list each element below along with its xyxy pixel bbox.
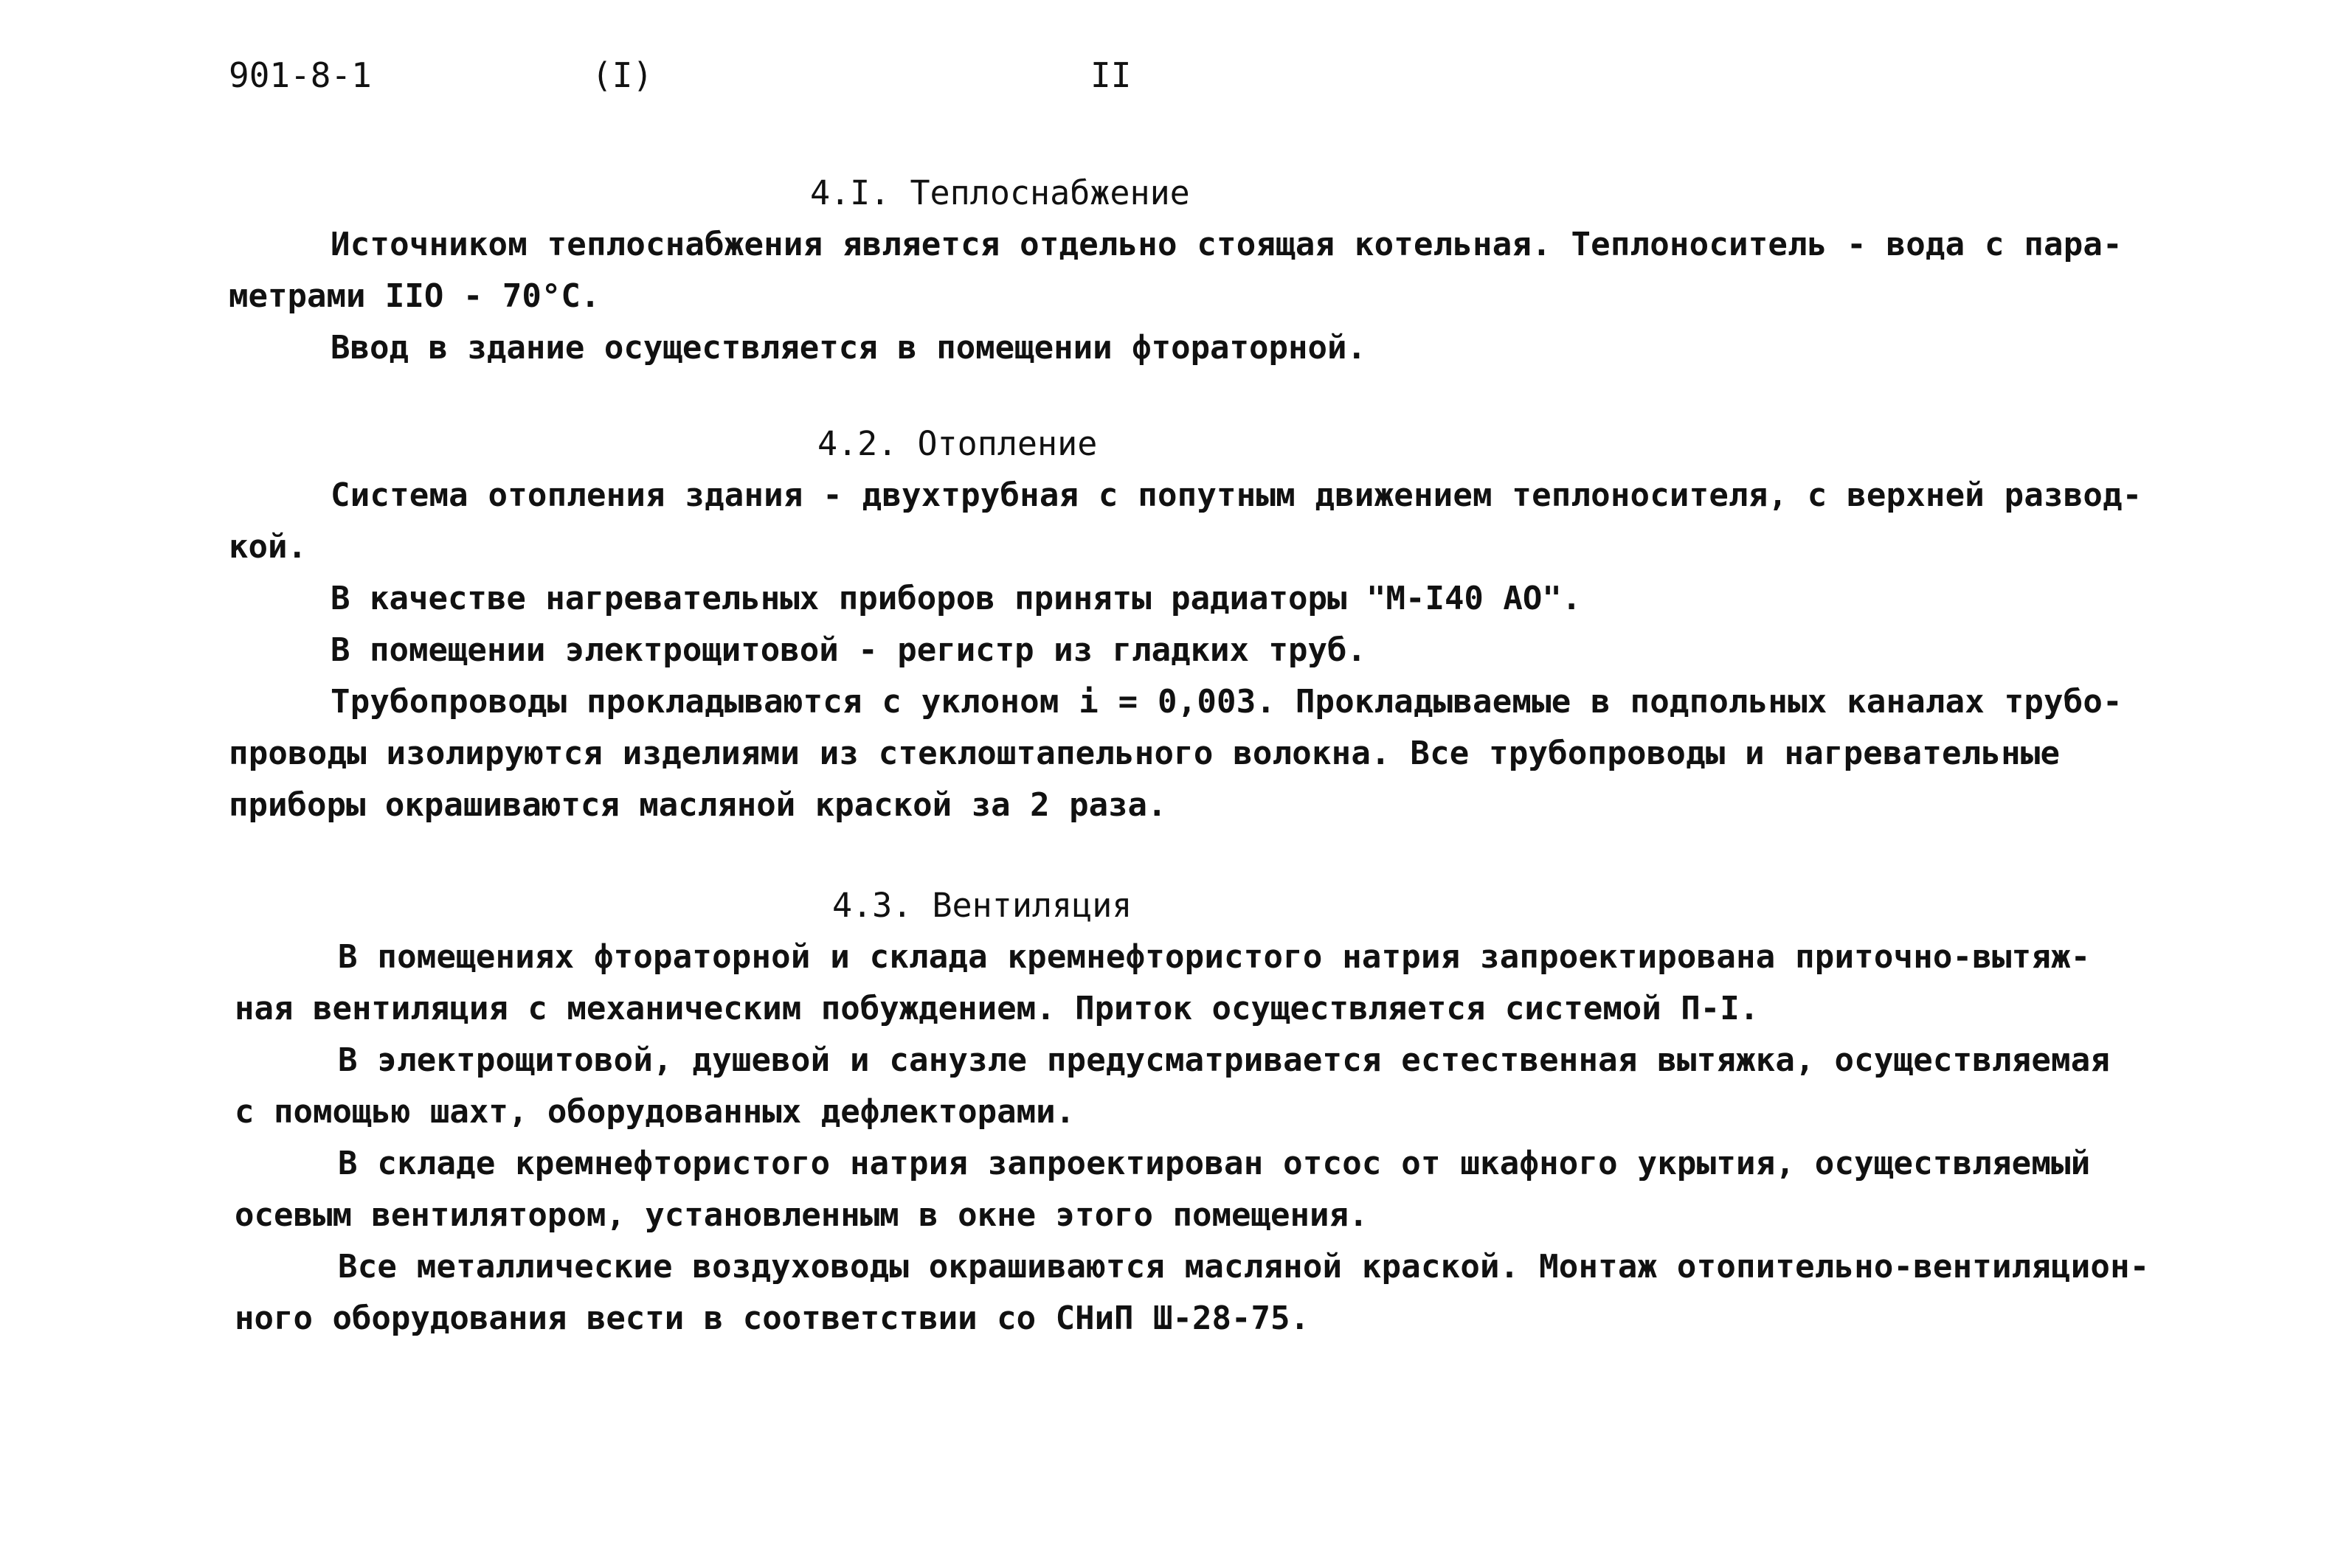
text-line: приборы окрашиваются масляной краской за 2 раза. — [229, 786, 1167, 824]
text-line: ного оборудования вести в соответствии со СНиП Ш-28-75. — [235, 1300, 1310, 1337]
text-line: кой. — [229, 528, 307, 566]
text-line: с помощью шахт, оборудованных дефлекторами. — [235, 1093, 1076, 1131]
section-heading-heat-supply: 4.I. Теплоснабжение — [810, 173, 1190, 212]
text-line: В электрощитовой, душевой и санузле предусматривается естественная вытяжка, осуществляемая — [338, 1041, 2111, 1079]
text-line: Ввод в здание осуществляется в помещении фтораторной. — [331, 329, 1366, 367]
text-line: В помещениях фтораторной и склада кремнефтористого натрия запроектирована приточно-вытяж- — [338, 938, 2091, 976]
text-line: метрами IIO - 70°C. — [229, 277, 601, 315]
document-code: 901-8-1 — [229, 55, 372, 95]
text-line: осевым вентилятором, установленным в окне этого помещения. — [235, 1196, 1369, 1234]
text-line: ная вентиляция с механическим побуждением. Приток осуществляется системой П-I. — [235, 990, 1760, 1027]
text-line: Система отопления здания - двухтрубная с попутным движением теплоносителя, с верхней развод- — [331, 476, 2142, 514]
text-line: В качестве нагревательных приборов приняты радиаторы "М-I40 АО". — [331, 580, 1582, 617]
page-number: II — [1090, 55, 1132, 95]
text-line: В помещении электрощитовой - регистр из гладких труб. — [331, 631, 1366, 669]
text-line: Трубопроводы прокладываются с уклоном i = 0,003. Прокладываемые в подпольных каналах трубо- — [331, 683, 2123, 721]
text-line: Все металлические воздуховоды окрашиваются масляной краской. Монтаж отопительно-вентиляцион- — [338, 1248, 2150, 1286]
text-line: В складе кремнефтористого натрия запроектирован отсос от шкафного укрытия, осуществляемый — [338, 1145, 2091, 1182]
text-line: Источником теплоснабжения является отдельно стоящая котельная. Теплоноситель - вода с пара- — [331, 226, 2123, 263]
sheet-mark: (I) — [592, 55, 654, 95]
text-line: проводы изолируются изделиями из стеклоштапельного волокна. Все трубопроводы и нагревательные — [229, 735, 2061, 772]
section-heading-heating: 4.2. Отопление — [817, 424, 1098, 463]
section-heading-ventilation: 4.3. Вентиляция — [832, 886, 1132, 925]
